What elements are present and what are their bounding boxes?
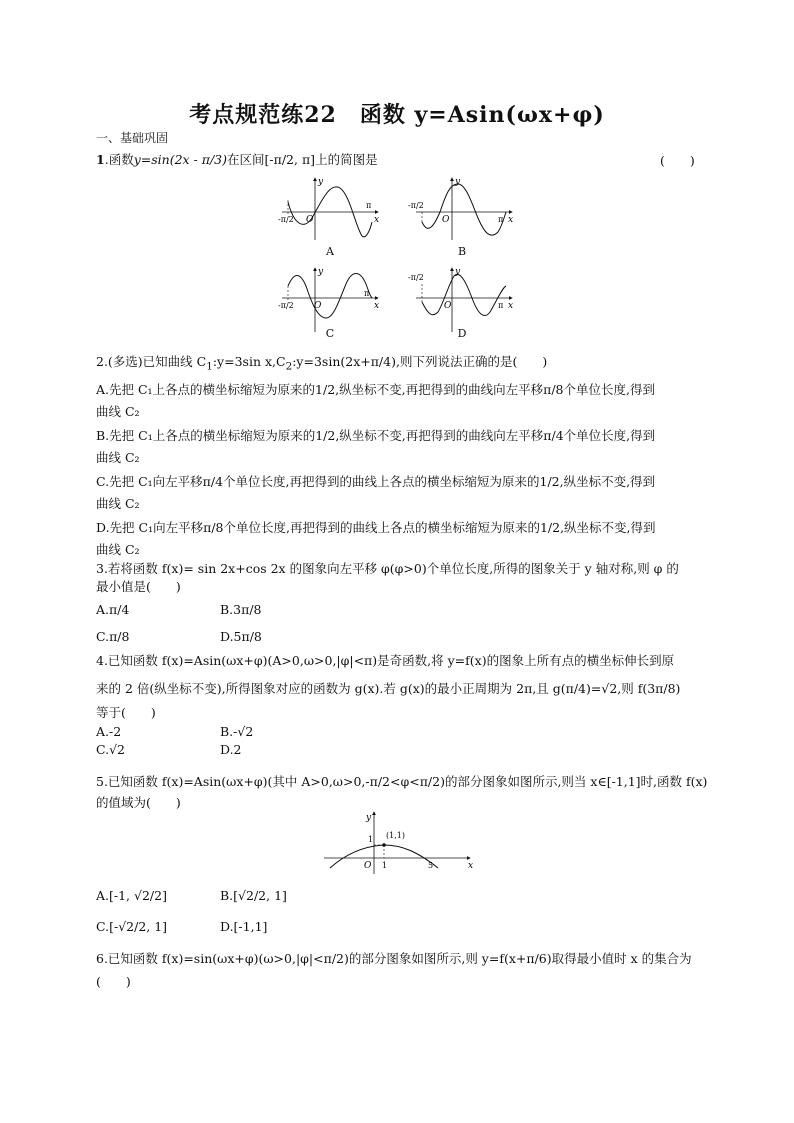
answer-paren-1: ( ) bbox=[660, 153, 695, 168]
question-5-option-c: C.[-√2/2, 1] bbox=[96, 919, 168, 934]
question-5-stem: 5.已知函数 f(x)=Asin(ωx+φ)(其中 A>0,ω>0,-π/2<φ<π/2)的部分图象如图所示,则当 x∈[-1,1]时,函数 f(x) bbox=[96, 774, 708, 789]
graph-c-x-label: x bbox=[374, 301, 380, 311]
graph-b-origin: O bbox=[442, 215, 450, 225]
graph-a-y-label: y bbox=[318, 177, 324, 187]
question-6-stem: 6.已知函数 f(x)=sin(ωx+φ)(ω>0,|φ|<π/2)的部分图象如图所示,则 y=f(x+π/6)取得最小值时 x 的集合为 bbox=[96, 951, 692, 966]
page-title: 考点规范练22 函数 y=Asin(ωx+φ) bbox=[189, 102, 605, 128]
q5-origin: O bbox=[364, 861, 372, 871]
graph-b bbox=[408, 177, 513, 240]
graph-c-origin: O bbox=[314, 301, 322, 311]
question-3-stem: 3.若将函数 f(x)= sin 2x+cos 2x 的图象向左平移 φ(φ>0)个单位长度,所得的图象关于 y 轴对称,则 φ 的 bbox=[96, 561, 679, 576]
question-2-stem: 2.(多选)已知曲线 $C_1:y=3\sin$ $x,C_2:y=3\sin(2x+\pi/4)$,则下列说法正确的是( ) bbox=[96, 354, 548, 373]
graph-a-origin: O bbox=[306, 215, 314, 225]
question-2-option-d: D.先把 C₁向左平移π/8个单位长度,再把得到的曲线上各点的横坐标缩短为原来的1/2,纵坐标不变,得到 bbox=[96, 520, 656, 535]
graph-d-pi: π bbox=[498, 301, 504, 310]
graph-a bbox=[278, 177, 379, 240]
graph-d-origin: O bbox=[444, 301, 452, 311]
graph-b-label: B bbox=[457, 245, 467, 258]
question-1-stem: 1.函数y=sin(2x - π/3)在区间[-π/2, π]上的简图是 bbox=[96, 152, 378, 167]
q5-one-x: 1 bbox=[382, 861, 388, 870]
graph-a-pi: π bbox=[366, 201, 372, 210]
section-heading: 一、基础巩固 bbox=[96, 131, 169, 145]
graph-d bbox=[408, 267, 513, 332]
graph-a-x-label: x bbox=[374, 215, 380, 225]
question-2-option-a-tail: 曲线 C₂ bbox=[96, 404, 140, 419]
graph-c-neg-pi2: -π/2 bbox=[278, 301, 294, 310]
graph-c bbox=[278, 267, 379, 332]
question-3-option-b: B.3π/8 bbox=[220, 602, 262, 617]
graph-b-y-label: y bbox=[455, 177, 461, 187]
question-3-stem-2: 最小值是( ) bbox=[96, 579, 181, 594]
question-3-option-c: C.π/8 bbox=[96, 629, 130, 644]
graph-c-pi: π bbox=[364, 289, 370, 298]
question-4-option-b: B.-√2 bbox=[220, 724, 254, 739]
question-2-option-c-tail: 曲线 C₂ bbox=[96, 496, 140, 511]
graph-b-pi: π bbox=[498, 215, 504, 224]
question-5-stem-2: 的值域为( ) bbox=[96, 795, 181, 810]
question-2-option-a: A.先把 C₁上各点的横坐标缩短为原来的1/2,纵坐标不变,再把得到的曲线向左平移π/8个单位长度,得到 bbox=[96, 382, 655, 397]
question-4-stem-3: 等于( ) bbox=[96, 705, 156, 720]
question-2-option-d-tail: 曲线 C₂ bbox=[96, 542, 140, 557]
question-3-option-d: D.5π/8 bbox=[220, 629, 262, 644]
question-4-option-a: A.-2 bbox=[96, 724, 122, 739]
question-5-option-b: B.[√2/2, 1] bbox=[220, 888, 287, 903]
graph-d-label: D bbox=[457, 327, 467, 340]
question-4-option-c: C.√2 bbox=[96, 742, 126, 757]
question-3-option-a: A.π/4 bbox=[96, 602, 130, 617]
question-2-option-b: B.先把 C₁上各点的横坐标缩短为原来的1/2,纵坐标不变,再把得到的曲线向左平移π/4个单位长度,得到 bbox=[96, 428, 656, 443]
question-6-stem-2: ( ) bbox=[96, 974, 131, 989]
question-5-option-d: D.[-1,1] bbox=[220, 919, 268, 934]
graph-b-neg-pi2: -π/2 bbox=[408, 201, 424, 210]
question-4-stem: 4.已知函数 f(x)=Asin(ωx+φ)(A>0,ω>0,|φ|<π)是奇函数,将 y=f(x)的图象上所有点的横坐标伸长到原 bbox=[96, 653, 675, 668]
q5-five: 5 bbox=[428, 861, 434, 870]
q5-one-y: 1 bbox=[368, 835, 374, 844]
question-2-option-b-tail: 曲线 C₂ bbox=[96, 450, 140, 465]
question-1-graphs bbox=[270, 170, 530, 342]
graph-d-x-label: x bbox=[508, 301, 514, 311]
graph-a-label: A bbox=[326, 245, 334, 258]
question-5-option-a: A.[-1, √2/2] bbox=[96, 888, 167, 903]
question-2-option-c: C.先把 C₁向左平移π/4个单位长度,再把得到的曲线上各点的横坐标缩短为原来的1/2,纵坐标不变,得到 bbox=[96, 474, 656, 489]
question-5-graph bbox=[318, 808, 478, 874]
graph-c-label: C bbox=[325, 327, 335, 340]
graph-c-y-label: y bbox=[318, 267, 324, 277]
question-4-option-d: D.2 bbox=[220, 742, 242, 757]
graph-b-x-label: x bbox=[508, 215, 514, 225]
q5-x-label: x bbox=[468, 861, 474, 871]
q5-point: (1,1) bbox=[386, 831, 405, 840]
graph-d-y-label: y bbox=[455, 267, 461, 277]
graph-d-neg-pi2: -π/2 bbox=[408, 273, 424, 282]
question-4-stem-2: 来的 2 倍(纵坐标不变),所得图象对应的函数为 g(x).若 g(x)的最小正周期为 2π,且 g(π/4)=√2,则 f(3π/8) bbox=[96, 681, 681, 696]
graph-a-neg-pi2: -π/2 bbox=[278, 215, 294, 224]
q5-y-label: y bbox=[366, 813, 372, 823]
